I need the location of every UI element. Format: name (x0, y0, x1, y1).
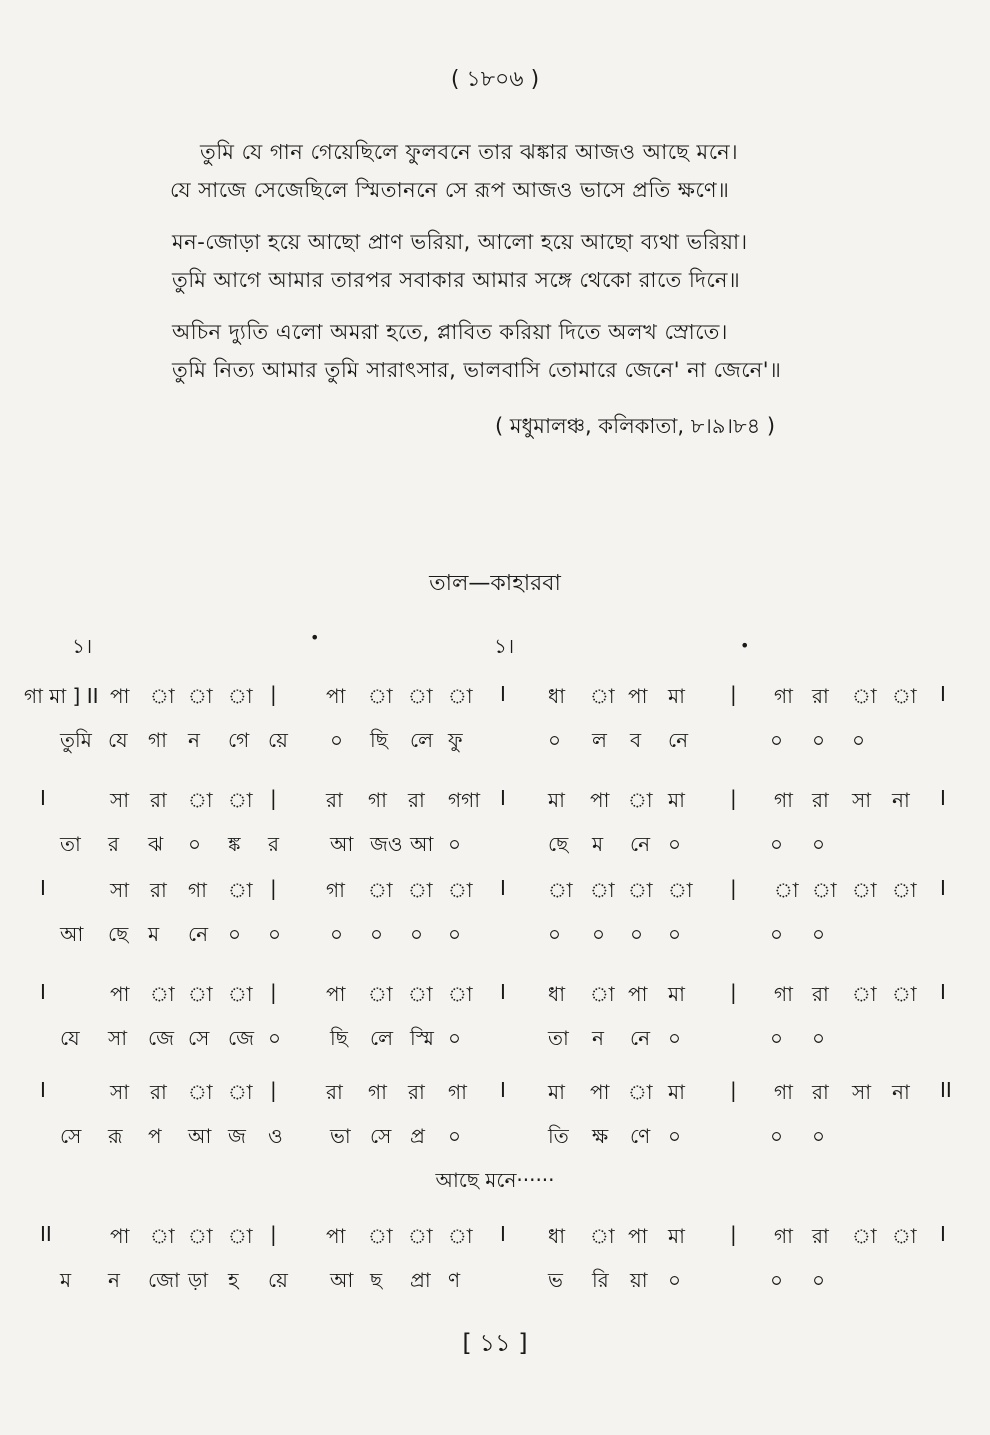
lyric-syllable: প্রা (410, 1268, 431, 1292)
swara-note: পা (590, 788, 610, 812)
swara-note: পা (110, 982, 130, 1006)
bar-line: II (40, 1222, 52, 1246)
lyric-syllable: ০ (448, 922, 462, 946)
swara-note: ধা (548, 1224, 566, 1248)
bar-line: I (500, 682, 506, 706)
swara-note: া (812, 878, 837, 902)
swara-note: মা (668, 788, 685, 812)
refrain-text: আছে মনে······ (435, 1168, 555, 1192)
swara-note: া (408, 684, 433, 708)
swara-note: সা (852, 1080, 872, 1104)
lyric-syllable: ০ (668, 1268, 682, 1292)
swara-note: া (774, 878, 799, 902)
swara-note: া (590, 1224, 615, 1248)
bar-line: | (730, 682, 737, 706)
lyric-syllable: ও (268, 1124, 283, 1148)
lyric-line: মন-জোড়া হয়ে আছো প্রাণ ভরিয়া, আলো হয়ে আছো ব্যথা ভরিয়া। (172, 230, 748, 254)
bar-line: I (500, 1078, 506, 1102)
lyric-syllable: ড়া (188, 1268, 209, 1292)
lyric-syllable: জো (148, 1268, 180, 1292)
lyric-syllable: আ (330, 1268, 354, 1292)
swara-note: পা (326, 684, 346, 708)
swara-note: পা (110, 1224, 130, 1248)
swara-note: া (408, 982, 433, 1006)
lyric-syllable: ০ (448, 832, 462, 856)
bar-line: I (500, 876, 506, 900)
bar-line: | (270, 786, 277, 810)
lyric-syllable: তা (548, 1026, 569, 1050)
lyric-syllable: ০ (770, 832, 784, 856)
swara-note: রা (326, 1080, 343, 1104)
notation-text-row (0, 920, 990, 954)
swara-note: া (188, 1224, 213, 1248)
beat-mark: ১। (494, 634, 515, 658)
swara-note: া (590, 684, 615, 708)
lyric-syllable: রি (592, 1268, 609, 1292)
swara-note: রা (812, 684, 829, 708)
swara-note: গা (368, 1080, 387, 1104)
lyric-syllable: ০ (770, 728, 784, 752)
swara-note: ধা (548, 684, 566, 708)
swara-note: া (150, 982, 175, 1006)
lyric-syllable: ০ (770, 1268, 784, 1292)
lyric-syllable: ০ (330, 728, 344, 752)
swara-note: সা (110, 878, 130, 902)
lyric-syllable: ০ (770, 922, 784, 946)
lyric-syllable: ন (592, 1026, 604, 1050)
swara-note: া (852, 684, 877, 708)
notation-text-row (0, 1266, 990, 1300)
bar-line: I (500, 980, 506, 1004)
lyric-syllable: তা (60, 832, 81, 856)
bar-line: I (40, 980, 46, 1004)
lyric-syllable: ০ (268, 922, 282, 946)
lyric-syllable: ০ (448, 1124, 462, 1148)
swara-note: না (892, 788, 910, 812)
lyric-syllable: ব (630, 728, 642, 752)
notation-text-row (0, 830, 990, 864)
beat-mark: • (310, 628, 320, 647)
bar-line: I (940, 1222, 946, 1246)
lyric-syllable: জে (148, 1026, 175, 1050)
lyric-syllable: স্মি (410, 1026, 434, 1050)
bar-line: I (500, 1222, 506, 1246)
swara-note: া (892, 1224, 917, 1248)
swara-note: া (590, 982, 615, 1006)
notation-note-row (0, 786, 990, 820)
lyric-syllable: ০ (448, 1026, 462, 1050)
swara-note: গা (774, 1224, 793, 1248)
swara-note: পা (628, 1224, 648, 1248)
lyric-syllable: ছে (108, 922, 129, 946)
lyric-syllable: র (108, 832, 120, 856)
lyric-syllable: রূ (108, 1124, 123, 1148)
lyric-syllable: লে (370, 1026, 394, 1050)
lyric-syllable: জও (370, 832, 403, 856)
lyric-syllable: ০ (410, 922, 424, 946)
bar-line: I (940, 980, 946, 1004)
lyric-syllable: ভ (548, 1268, 563, 1292)
lyric-line: তুমি নিত্য আমার তুমি সারাৎসার, ভালবাসি তোমারে জেনে' না জেনে'॥ (172, 358, 782, 382)
swara-note: গা (368, 788, 387, 812)
lyric-syllable: ০ (812, 1026, 826, 1050)
swara-note: গা (448, 1080, 467, 1104)
bar-line: I (940, 876, 946, 900)
lyric-syllable: সে (60, 1124, 82, 1148)
lyric-syllable: য়ে (268, 1268, 288, 1292)
lyric-syllable: য়া (630, 1268, 648, 1292)
lyric-syllable: ঝ (148, 832, 164, 856)
swara-note: রা (408, 1080, 425, 1104)
bar-line: | (270, 1078, 277, 1102)
lyric-syllable: ফু (448, 728, 463, 752)
swara-note: মা (668, 982, 685, 1006)
swara-note: গা (774, 1080, 793, 1104)
lyric-syllable: ০ (548, 922, 562, 946)
lyric-syllable: জ (228, 1124, 246, 1148)
lyric-syllable: ০ (668, 832, 682, 856)
swara-note: পা (590, 1080, 610, 1104)
swara-note: সা (110, 788, 130, 812)
bar-line: | (730, 876, 737, 900)
lyric-syllable: আ (330, 832, 354, 856)
notation-text-row (0, 1122, 990, 1156)
swara-note: া (228, 878, 253, 902)
lyric-syllable: ণে (630, 1124, 651, 1148)
lyric-syllable: আ (410, 832, 434, 856)
lyric-syllable: গে (228, 728, 250, 752)
swara-note: মা (668, 1080, 685, 1104)
swara-note: া (408, 878, 433, 902)
swara-note: া (188, 1080, 213, 1104)
beat-mark: • (740, 636, 750, 655)
lyric-syllable: নে (188, 922, 209, 946)
lyric-syllable: ০ (812, 832, 826, 856)
lyric-line: তুমি যে গান গেয়েছিলে ফুলবনে তার ঝঙ্কার আজও আছে মনে। (200, 140, 739, 164)
swara-note: া (448, 982, 473, 1006)
swara-note: রা (812, 982, 829, 1006)
swara-note: া (408, 1224, 433, 1248)
lyric-syllable: সে (370, 1124, 392, 1148)
swara-note: া (368, 1224, 393, 1248)
swara-note: গা (774, 788, 793, 812)
lyric-syllable: ০ (668, 922, 682, 946)
lyric-syllable: ম (592, 832, 604, 856)
swara-note: রা (812, 1080, 829, 1104)
swara-note: া (548, 878, 573, 902)
bar-line: I (500, 786, 506, 810)
swara-note: া (228, 684, 253, 708)
swara-note: মা (548, 1080, 565, 1104)
swara-note: া (628, 788, 653, 812)
lyric-syllable: তুমি (60, 728, 92, 752)
lyric-syllable: নে (630, 832, 651, 856)
notation-note-row (0, 980, 990, 1014)
swara-note: া (188, 788, 213, 812)
swara-note: া (892, 684, 917, 708)
lyric-syllable: ০ (812, 1124, 826, 1148)
swara-note: া (852, 1224, 877, 1248)
swara-note: গা (774, 982, 793, 1006)
bar-line: | (730, 1078, 737, 1102)
swara-note: গা (326, 878, 345, 902)
notation-text-row (0, 726, 990, 760)
lyric-syllable: হ (228, 1268, 239, 1292)
bar-line: | (270, 682, 277, 706)
swara-note: রা (150, 788, 167, 812)
swara-note: া (852, 982, 877, 1006)
lyric-syllable: র (268, 832, 280, 856)
lyric-syllable: গা (148, 728, 167, 752)
lyric-syllable: নে (630, 1026, 651, 1050)
swara-note: পা (326, 1224, 346, 1248)
source-citation: ( মধুমালঞ্চ, কলিকাতা, ৮।৯।৮৪ ) (495, 414, 776, 438)
bar-line: II (940, 1078, 952, 1102)
swara-note: রা (408, 788, 425, 812)
bar-line: I (940, 682, 946, 706)
lyric-syllable: যে (108, 728, 128, 752)
lyric-syllable: ছে (548, 832, 569, 856)
bar-line: I (40, 1078, 46, 1102)
notation-note-row (0, 876, 990, 910)
swara-note: রা (150, 1080, 167, 1104)
lyric-syllable: ০ (630, 922, 644, 946)
swara-note: গগা (448, 788, 481, 812)
lyric-syllable: ০ (668, 1026, 682, 1050)
swara-note: া (448, 878, 473, 902)
lyric-syllable: তি (548, 1124, 569, 1148)
swara-note: া (590, 878, 615, 902)
lyric-syllable: ভা (330, 1124, 351, 1148)
swara-note: া (188, 684, 213, 708)
page-number-top: ( ১৮০৬ ) (450, 67, 540, 92)
swara-note: গা মা ] II (24, 684, 99, 708)
lyric-syllable: ন (108, 1268, 120, 1292)
swara-note: া (448, 684, 473, 708)
swara-note: া (368, 684, 393, 708)
lyric-syllable: ঙ্ক (228, 832, 241, 856)
lyric-syllable: ক্ষ (592, 1124, 609, 1148)
bar-line: I (40, 786, 46, 810)
lyric-syllable: ০ (770, 1124, 784, 1148)
lyric-syllable: ম (60, 1268, 72, 1292)
swara-note: রা (150, 878, 167, 902)
lyric-syllable: ছ (370, 1268, 383, 1292)
swara-note: না (892, 1080, 910, 1104)
lyric-syllable: ম (148, 922, 160, 946)
swara-note: পা (326, 982, 346, 1006)
lyric-syllable: ০ (188, 832, 202, 856)
swara-note: গা (774, 684, 793, 708)
lyric-syllable: ০ (228, 922, 242, 946)
lyric-syllable: ন (188, 728, 200, 752)
swara-note: া (852, 878, 877, 902)
swara-note: মা (548, 788, 565, 812)
lyric-line: যে সাজে সেজেছিলে স্মিতাননে সে রূপ আজও ভাসে প্রতি ক্ষণে॥ (170, 178, 730, 202)
bar-line: | (730, 1222, 737, 1246)
swara-note: মা (668, 1224, 685, 1248)
swara-note: া (228, 982, 253, 1006)
beat-mark: ১। (72, 634, 93, 658)
swara-note: রা (812, 1224, 829, 1248)
swara-note: া (150, 1224, 175, 1248)
swara-note: া (628, 878, 653, 902)
lyric-syllable: ছি (370, 728, 388, 752)
swara-note: া (448, 1224, 473, 1248)
lyric-syllable: নে (668, 728, 689, 752)
notation-note-row (0, 682, 990, 716)
swara-note: সা (852, 788, 872, 812)
swara-note: া (368, 982, 393, 1006)
swara-note: ধা (548, 982, 566, 1006)
lyric-syllable: ০ (812, 1268, 826, 1292)
bar-line: | (730, 786, 737, 810)
lyric-syllable: প্র (410, 1124, 425, 1148)
swara-note: পা (628, 982, 648, 1006)
lyric-syllable: ০ (330, 922, 344, 946)
page-number-bottom: [ ১১ ] (462, 1329, 528, 1357)
bar-line: | (270, 876, 277, 900)
swara-note: া (228, 1080, 253, 1104)
swara-note: মা (668, 684, 685, 708)
swara-note: া (228, 788, 253, 812)
notation-note-row (0, 1078, 990, 1112)
swara-note: া (150, 684, 175, 708)
lyric-syllable: সা (108, 1026, 128, 1050)
lyric-syllable: আ (188, 1124, 212, 1148)
lyric-syllable: প (148, 1124, 162, 1148)
lyric-syllable: ০ (668, 1124, 682, 1148)
bar-line: I (940, 786, 946, 810)
lyric-syllable: ০ (812, 922, 826, 946)
tala-heading: তাল—কাহারবা (429, 571, 561, 596)
bar-line: | (730, 980, 737, 1004)
swara-note: গা (188, 878, 207, 902)
bar-line: | (270, 980, 277, 1004)
lyric-syllable: ০ (770, 1026, 784, 1050)
lyric-syllable: যে (60, 1026, 80, 1050)
swara-note: া (228, 1224, 253, 1248)
swara-note: া (892, 982, 917, 1006)
lyric-syllable: ০ (852, 728, 866, 752)
notation-text-row (0, 1024, 990, 1058)
lyric-syllable: ০ (548, 728, 562, 752)
lyric-syllable: ০ (370, 922, 384, 946)
swara-note: পা (628, 684, 648, 708)
swara-note: রা (326, 788, 343, 812)
lyric-syllable: ০ (268, 1026, 282, 1050)
swara-note: া (628, 1080, 653, 1104)
beat-marks (0, 628, 990, 662)
lyric-line: তুমি আগে আমার তারপর সবাকার আমার সঙ্গে থেকো রাতে দিনে॥ (172, 268, 741, 292)
swara-note: া (368, 878, 393, 902)
swara-note: া (188, 982, 213, 1006)
lyric-syllable: য়ে (268, 728, 288, 752)
swara-note: া (892, 878, 917, 902)
lyric-syllable: ল (592, 728, 607, 752)
lyric-syllable: ণ (448, 1268, 461, 1292)
notation-note-row (0, 1222, 990, 1256)
lyric-syllable: সে (188, 1026, 210, 1050)
lyric-syllable: আ (60, 922, 84, 946)
lyric-syllable: জে (228, 1026, 255, 1050)
lyric-syllable: ০ (592, 922, 606, 946)
swara-note: রা (812, 788, 829, 812)
lyric-syllable: ০ (812, 728, 826, 752)
bar-line: | (270, 1222, 277, 1246)
lyric-syllable: ছি (330, 1026, 348, 1050)
lyric-syllable: লে (410, 728, 434, 752)
swara-note: সা (110, 1080, 130, 1104)
bar-line: I (40, 876, 46, 900)
swara-note: া (668, 878, 693, 902)
lyric-line: অচিন দ্যুতি এলো অমরা হতে, প্লাবিত করিয়া দিতে অলখ স্রোতে। (172, 320, 728, 344)
swara-note: পা (110, 684, 130, 708)
